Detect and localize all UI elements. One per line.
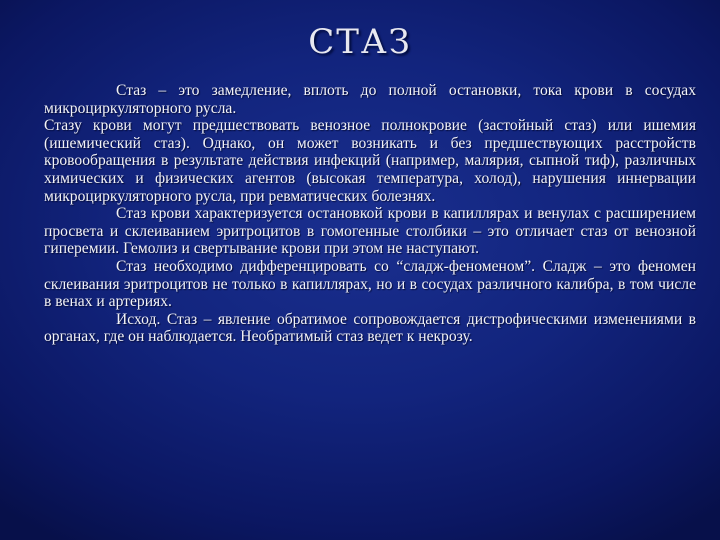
paragraph-sludge: Стаз необходимо дифференцировать со “сладж-феноменом”. Сладж – это феномен склеивания эритроцитов не только в капиллярах, но и в сосудах различного калибра, в том числе в венах и артериях. bbox=[44, 257, 696, 311]
paragraph-characteristics: Стаз крови характеризуется остановкой крови в капиллярах и венулах с расширением просвета и склеиванием эритроцитов в гомогенные столбики – это отличает стаз от венозной гиперемии. Гемолиз и свертывание крови при этом не наступают. bbox=[44, 205, 696, 258]
slide-title: СТАЗ bbox=[308, 22, 412, 62]
paragraph-causes: Стазу крови могут предшествовать венозное полнокровие (застойный стаз) или ишемия (ишемический стаз). Однако, он может возникать и без предшествующих расстройств кровообращения в результате действия инфекций (например, малярия, сыпной тиф), различных химических и физических агентов (высокая температура, холод), нарушения иннервации микроциркуляторного русла, при ревматических болезнях. bbox=[44, 117, 696, 205]
paragraph-definition: Стаз – это замедление, вплоть до полной остановки, тока крови в сосудах микроциркуляторного русла. bbox=[44, 82, 696, 117]
paragraph-outcome: Исход. Стаз – явление обратимое сопровождается дистрофическими изменениями в органах, где он наблюдается. Необратимый стаз ведет к некрозу. bbox=[44, 310, 696, 346]
slide-body bbox=[44, 82, 696, 346]
